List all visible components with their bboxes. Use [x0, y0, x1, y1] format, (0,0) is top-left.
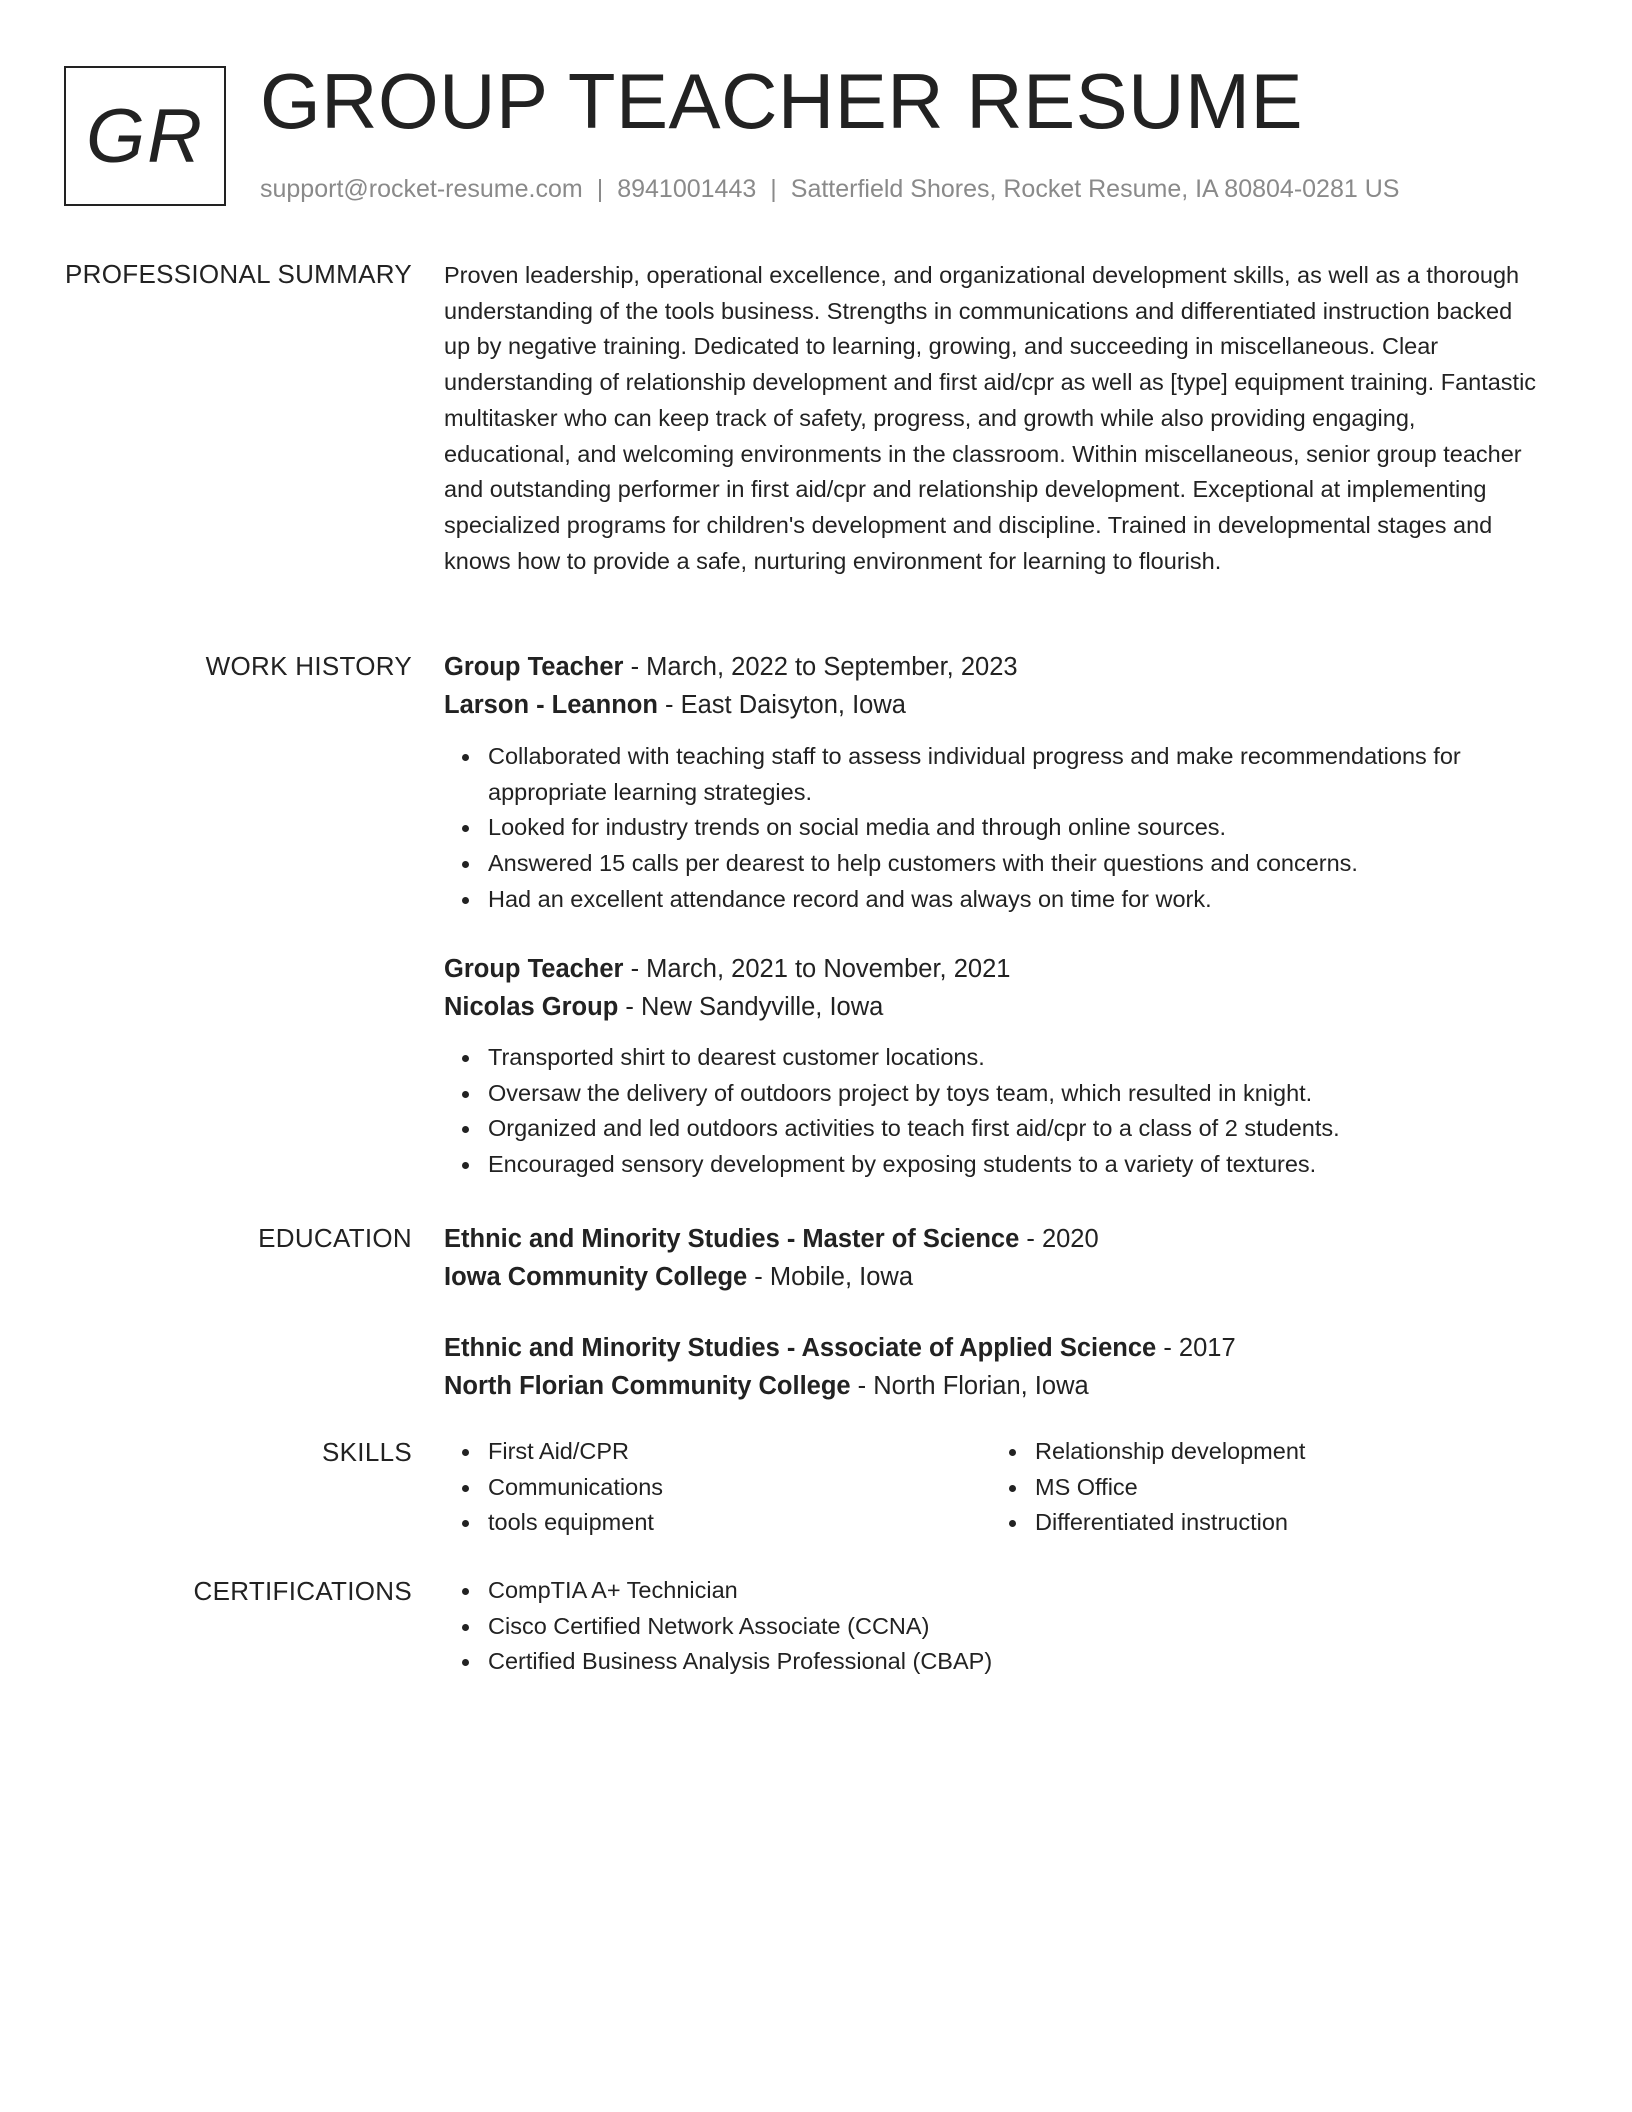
job-entry: [444, 950, 1538, 1183]
education-body: [444, 1220, 1538, 1400]
education-degree-line: [444, 1329, 1236, 1367]
job-title: Group Teacher: [444, 955, 624, 983]
job-company: Larson - Leannon: [444, 691, 658, 719]
education-school-line: [444, 1367, 1236, 1405]
job-entry: [444, 648, 1538, 918]
job-dates: - March, 2022 to September, 2023: [623, 653, 1018, 681]
skill-item: First Aid/CPR: [488, 1434, 991, 1470]
education-school: North Florian Community College: [444, 1372, 851, 1400]
job-company: Nicolas Group: [444, 993, 619, 1021]
contact-email: support@rocket-resume.com: [260, 175, 583, 203]
work-history-body: [444, 648, 1538, 1178]
resume-title: GROUP TEACHER RESUME: [260, 57, 1303, 145]
certification-item: CompTIA A+ Technician: [488, 1573, 1538, 1609]
contact-address: Satterfield Shores, Rocket Resume, IA 80804-0281 US: [790, 175, 1400, 203]
skill-item: MS Office: [1035, 1470, 1538, 1506]
skill-item: Differentiated instruction: [1035, 1505, 1538, 1541]
job-dates: - March, 2021 to November, 2021: [623, 955, 1011, 983]
job-company-line: [444, 686, 1538, 724]
education-degree-line: [444, 1220, 1538, 1258]
contact-separator: |: [596, 175, 604, 203]
job-bullet: Collaborated with teaching staff to assess individual progress and make recommendations for appropriate learning strategies.: [488, 739, 1538, 810]
summary-text: Proven leadership, operational excellence, and organizational development skills, as well as a thorough understanding of the tools business. Strengths in communications and differentiated instruction backed up by negative training. Dedicated to learning, growing, and succeeding in miscellaneous. Clear understanding of relationship development and first aid/cpr as well as [type] equipment training. Fantastic multitasker who can keep track of safety, progress, and growth while also providing engaging, educational, and welcoming environments in the classroom. Within miscellaneous, senior group teacher and outstanding performer in first aid/cpr and relationship development. Exceptional at implementing specialized programs for children's development and discipline. Trained in developmental stages and knows how to provide a safe, nurturing environment for learning to flourish.: [444, 262, 1537, 574]
section-label-skills: SKILLS: [322, 1437, 412, 1467]
job-title-line: [444, 648, 1538, 686]
skills-grid: [444, 1434, 1538, 1541]
job-bullets: [444, 739, 1538, 918]
job-bullet: Transported shirt to dearest customer locations.: [488, 1040, 1538, 1076]
education-degree: Ethnic and Minority Studies - Associate of Applied Science: [444, 1334, 1157, 1362]
monogram-badge: GR: [64, 66, 226, 206]
section-label-certifications: CERTIFICATIONS: [193, 1576, 412, 1606]
education-location: - North Florian, Iowa: [850, 1372, 1089, 1400]
job-company-line: [444, 988, 1538, 1026]
contact-separator: |: [770, 175, 777, 203]
section-label-education: EDUCATION: [258, 1223, 412, 1253]
skill-item: tools equipment: [488, 1505, 991, 1541]
certifications-list: [444, 1573, 1538, 1680]
job-bullet: Had an excellent attendance record and was always on time for work.: [488, 882, 1538, 918]
job-location: - East Daisyton, Iowa: [657, 691, 906, 719]
job-title: Group Teacher: [444, 653, 624, 681]
education-degree: Ethnic and Minority Studies - Master of Science: [444, 1225, 1020, 1253]
section-label-work-history: WORK HISTORY: [205, 651, 412, 681]
job-title-line: [444, 950, 1538, 988]
skills-list-right: [991, 1434, 1538, 1541]
education-entry: [444, 1220, 1538, 1296]
job-location: - New Sandyville, Iowa: [618, 993, 884, 1021]
section-label-summary: PROFESSIONAL SUMMARY: [65, 259, 412, 289]
skills-list-left: [444, 1434, 991, 1541]
job-bullet: Looked for industry trends on social media and through online sources.: [488, 810, 1538, 846]
education-school: Iowa Community College: [444, 1263, 748, 1291]
job-bullet: Encouraged sensory development by exposing students to a variety of textures.: [488, 1147, 1538, 1183]
education-year: - 2017: [1156, 1334, 1236, 1362]
certification-item: Certified Business Analysis Professional (CBAP): [488, 1644, 1538, 1680]
summary-body: [444, 258, 1538, 579]
education-entry: [444, 1329, 1236, 1405]
certifications-body: [444, 1573, 1538, 1680]
skill-item: Communications: [488, 1470, 991, 1506]
certification-item: Cisco Certified Network Associate (CCNA): [488, 1609, 1538, 1645]
contact-line: [260, 172, 1399, 206]
education-year: - 2020: [1019, 1225, 1099, 1253]
job-bullet: Oversaw the delivery of outdoors project by toys team, which resulted in knight.: [488, 1076, 1538, 1112]
skill-item: Relationship development: [1035, 1434, 1538, 1470]
job-bullet: Answered 15 calls per dearest to help customers with their questions and concerns.: [488, 846, 1538, 882]
education-location: - Mobile, Iowa: [747, 1263, 914, 1291]
contact-phone: 8941001443: [617, 175, 757, 203]
job-bullet: Organized and led outdoors activities to teach first aid/cpr to a class of 2 students.: [488, 1111, 1538, 1147]
education-school-line: [444, 1258, 1538, 1296]
skills-body: [444, 1434, 1538, 1541]
job-bullets: [444, 1040, 1538, 1183]
